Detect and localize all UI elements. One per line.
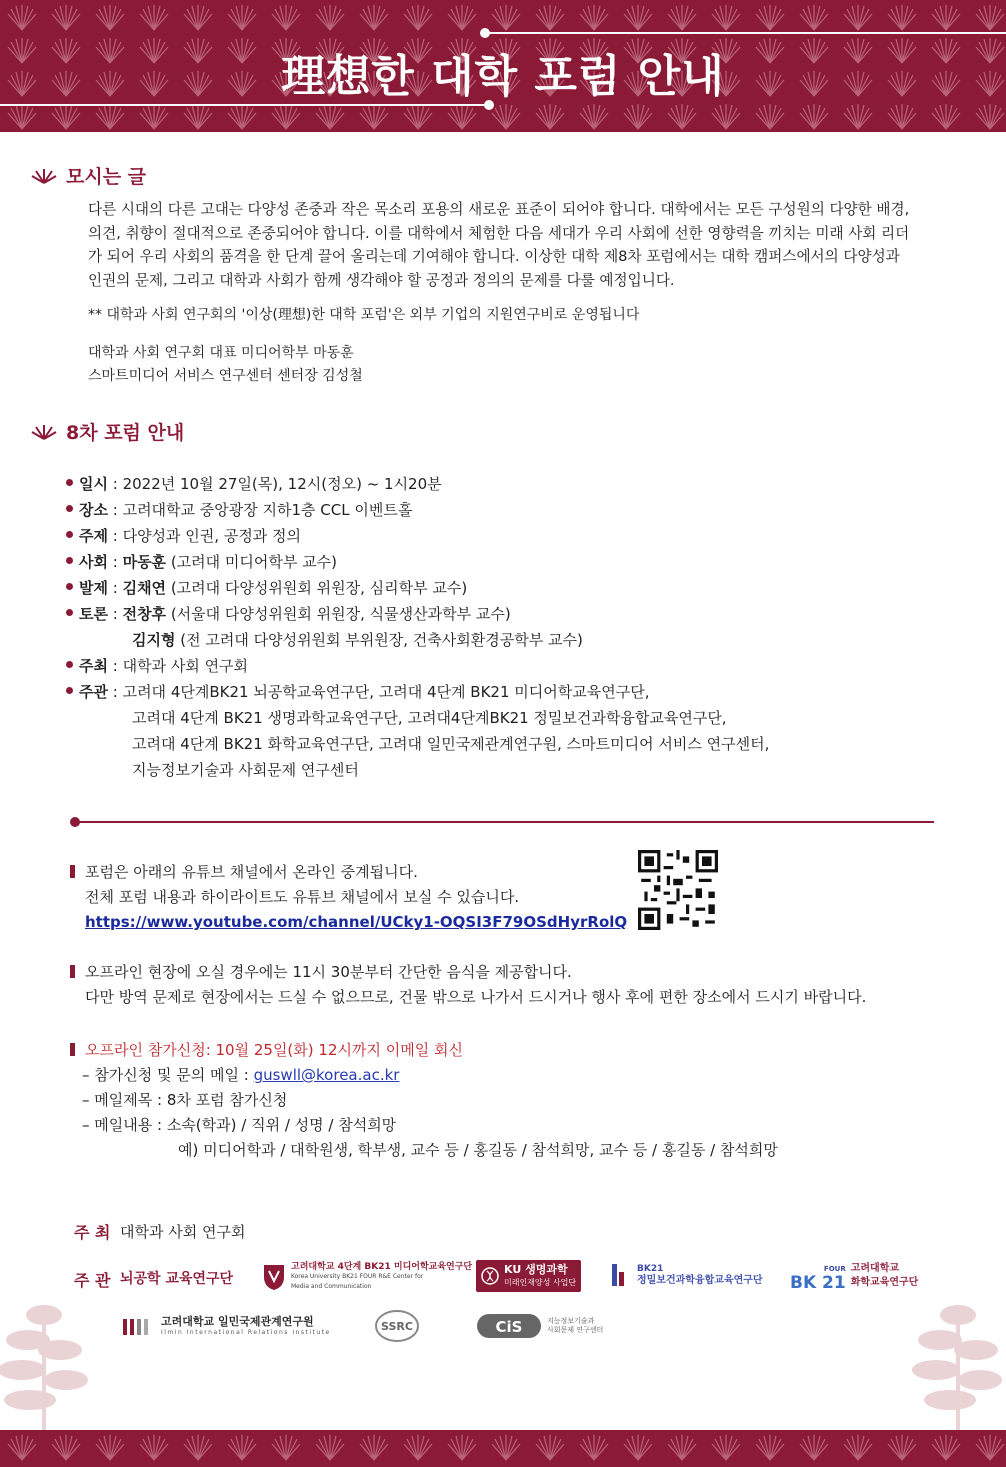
bullet [66,531,73,538]
register-notice: 오프라인 참가신청: 10월 25일(화) 12시까지 이메일 회신 – 참가신청 및 문의 메일 : guswll@korea.ac.kr – 메일제목 : 8차 포럼 참가신청 – 메일내용 : 소속(학과) / 직위 / 성명 / 참석희망 예) 미디어학과 / 대학원생, 학부생, 교수 등 / 홍길동 / 참석희망, 교수 등 / 홍길동 / 참석희망 [70,1038,778,1163]
bullet [66,557,73,564]
info-row-place: 장소 : 고려대학교 중앙광장 지하1층 CCL 이벤트홀 [66,499,412,525]
square-bullet [70,965,75,978]
bullet [66,505,73,512]
youtube-notice: 포럼은 아래의 유튜브 채널에서 온라인 중계됩니다. 전체 포럼 내용과 하이라이트도 유튜브 채널에서 보실 수 있습니다. https://www.youtube.com/channel/UCky1-OQSI3F79OSdHyrRolQ [70,860,627,935]
signature-1: 대학과 사회 연구회 대표 미디어학부 마동훈 [88,345,354,361]
bullet [66,687,73,694]
youtube-link[interactable]: https://www.youtube.com/channel/UCky1-OQSI3F79OSdHyrRolQ [85,913,628,931]
footer-band [0,1430,1006,1467]
info-row-presenter: 발제 : 김채연 (고려대 다양성위원회 위원장, 심리학부 교수) [66,577,467,603]
square-bullet [70,1043,75,1056]
shield-icon [262,1263,286,1291]
dna-icon [481,1267,499,1285]
info-row-organizer-2: 고려대 4단계 BK21 생명과학교육연구단, 고려대4단계BK21 정밀보건과학융합교육연구단, [132,709,727,727]
bp-logo-icon [610,1262,632,1288]
info-row-organizer-4: 지능정보기술과 사회문제 연구센터 [132,761,359,779]
fan-icon [30,424,58,440]
section-divider [74,821,934,823]
host-label: 주 최 [74,1223,111,1242]
svg-text:SSRC: SSRC [381,1320,413,1333]
logo-chemistry: FOUR BK 21 고려대학교 화학교육연구단 [790,1263,919,1293]
fan-icon [30,168,58,184]
logo-ssrc [374,1308,420,1344]
info-row-discussion-2: 김지형 (전 고려대 다양성위원회 부위원장, 건축사회환경공학부 교수) [132,631,583,649]
header-banner [0,0,1006,132]
intro-note: ** 대학과 사회 연구회의 '이상(理想)한 대학 포럼'은 외부 기업의 지원연구비로 운영됩니다 [88,307,640,323]
svg-text:CiS: CiS [495,1318,523,1336]
bullet [66,479,73,486]
intro-body: 다른 시대의 다른 고대는 다양성 존중과 작은 목소리 포용의 새로운 표준이 되어야 합니다. 대학에서는 모든 구성원의 다양한 배경, 의견, 취향이 절대적으로 존중되어야 합니다. 이를 대학에서 체험한 다음 세대가 우리 사회에 선한 영향력을 끼치는 미래 사회 리더가 되어 우리 사회의 품격을 한 단계 끌어 올리는데 기여해야 합니다. 이상한 대학 제8차 포럼에서는 대학 캠퍼스에서의 다양성과 인권의 문제, 그리고 대학과 사회가 함께 생각해야 할 공정과 정의의 문제를 다룰 예정입니다. [88,201,910,289]
info-row-organizer: 주관 : 고려대 4단계BK21 뇌공학교육연구단, 고려대 4단계 BK21 미디어학교육연구단, [66,681,649,707]
tree-decoration-left [0,1295,90,1435]
ssrc-logo-icon [374,1308,420,1344]
logo-media: 고려대학교 4단계 BK21 미디어학교육연구단 Korea University BK21 FOUR R&E Center for Media and Communication [262,1262,472,1292]
logo-ilmin: 고려대학교 일민국제관계연구원 Ilmin International Relations Institute [122,1316,331,1338]
bullet [66,583,73,590]
title-rule-bottom [0,104,490,106]
divider-dot [70,817,80,827]
cis-logo-icon [476,1312,542,1340]
info-row-date: 일시 : 2022년 10월 27일(목), 12시(정오) ~ 1시20분 [66,473,442,499]
iri-logo-icon [122,1316,156,1338]
email-link[interactable]: guswll@korea.ac.kr [253,1066,400,1084]
title-dot-top [480,28,490,38]
logo-life-science: KU 생명과학 미래인재양성 사업단 [476,1260,581,1292]
logo-cis: CiS 지능정보기술과 사회문제 연구센터 [476,1312,603,1340]
forum-heading: 8차 포럼 안내 [30,418,184,445]
info-row-moderator: 사회 : 마동훈 (고려대 미디어학부 교수) [66,551,337,577]
title-rule-top [485,32,1006,34]
tree-decoration-right [910,1295,1006,1435]
logo-precision-health: BK21 정밀보건과학융합교육연구단 [610,1262,763,1288]
info-row-host: 주최 : 대학과 사회 연구회 [66,655,248,681]
square-bullet [70,865,75,878]
host-value: 대학과 사회 연구회 [120,1223,246,1241]
info-row-discussion: 토론 : 전창후 (서울대 다양성위원회 위원장, 식물생산과학부 교수) [66,603,511,629]
food-notice: 오프라인 현장에 오실 경우에는 11시 30분부터 간단한 음식을 제공합니다. 다만 방역 문제로 현장에서는 드실 수 없으므로, 건물 밖으로 나가서 드시거나 행사 후에 편한 장소에서 드시기 바랍니다. [70,960,866,1010]
organizer-label: 주 관 [74,1271,111,1290]
signature-2: 스마트미디어 서비스 연구센터 센터장 김성철 [88,368,363,384]
qr-code-icon[interactable] [638,850,718,930]
info-row-topic: 주제 : 다양성과 인권, 공정과 정의 [66,525,301,551]
logo-brain-engineering: 뇌공학 교육연구단 [120,1271,234,1287]
bullet [66,609,73,616]
fan-pattern [0,1430,1006,1467]
bullet [66,661,73,668]
intro-heading: 모시는 글 [30,162,146,189]
page-title: 理想한 대학 포럼 안내 [281,51,725,102]
info-row-organizer-3: 고려대 4단계 BK21 화학교육연구단, 고려대 일민국제관계연구원, 스마트미디어 서비스 연구센터, [132,735,770,753]
